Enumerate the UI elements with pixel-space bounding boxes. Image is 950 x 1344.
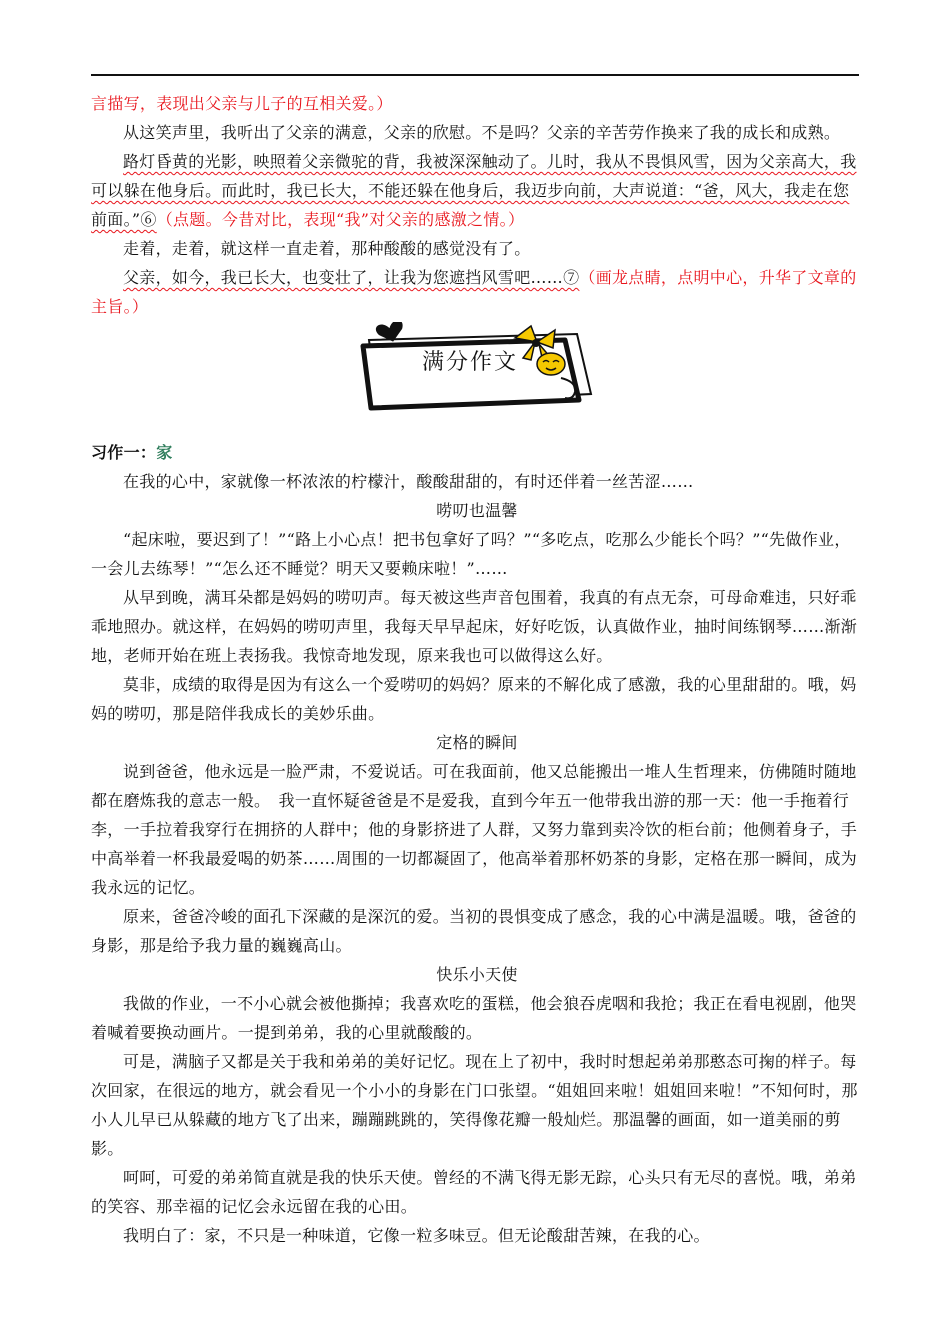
section-banner: [355, 322, 605, 412]
paragraph: 莫非，成绩的取得是因为有这么一个爱唠叨的妈妈？原来的不解化成了感激，我的心里甜甜的。哦，妈妈的唠叨，那是陪伴我成长的美妙乐曲。: [91, 675, 857, 723]
paragraph-text: 父亲，如今，我已长大，也变壮了，让我为您遮挡风雪吧……⑦: [123, 268, 580, 287]
paragraph: 走着，走着，就这样一直走着，那种酸酸的感觉没有了。: [123, 239, 531, 258]
section-heading: 快乐小天使: [436, 965, 518, 984]
paragraph: 说到爸爸，他永远是一脸严肃，不爱说话。可在我面前，他又总能搬出一堆人生哲理来，仿佛随时随地都在磨炼我的意志一般。 我一直怀疑爸爸是不是爱我，直到今年五一他带我出游的那一天：他一手拖着行李，一手拉着我穿行在拥挤的人群中；他的身影挤进了人群，又努力靠到卖冷饮的柜台前；他侧着身子，手中高举着一杯我最爱喝的奶茶……周围的一切都凝固了，他高举着那杯奶茶的身影，定格在那一瞬间，成为我永远的记忆。: [91, 762, 858, 897]
banner-title: 满分作文: [421, 350, 518, 375]
paragraph: 原来，爸爸冷峻的面孔下深藏的是深沉的爱。当初的畏惧变成了感念，我的心中满是温暖。哦，爸爸的身影，那是给予我力量的巍巍高山。: [91, 907, 857, 955]
paragraph: 可是，满脑子又都是关于我和弟弟的美好记忆。现在上了初中，我时时想起弟弟那憨态可掬的样子。每次回家，在很远的地方，就会看见一个小小的身影在门口张望。“姐姐回来啦！姐姐回来啦！”不知何时，那小人儿早已从躲藏的地方飞了出来，蹦蹦跳跳的，笑得像花瓣一般灿烂。那温馨的画面，如一道美丽的剪影。: [91, 1052, 858, 1158]
essay-heading: [91, 438, 863, 467]
paragraph: [91, 147, 863, 234]
paragraph: 从这笑声里，我听出了父亲的满意，父亲的欣慰。不是吗？父亲的辛苦劳作换来了我的成长和成熟。: [123, 123, 841, 142]
paragraph: 呵呵，可爱的弟弟简直就是我的快乐天使。曾经的不满飞得无影无踪，心头只有无尽的喜悦。哦，弟弟的笑容、那幸福的记忆会永远留在我的心田。: [91, 1168, 857, 1216]
essay-label: 习作一：: [91, 443, 157, 462]
essay-title: 家: [156, 443, 173, 462]
section-heading: 唠叨也温馨: [436, 501, 518, 520]
paragraph: 从早到晚，满耳朵都是妈妈的唠叨声。每天被这些声音包围着，我真的有点无奈，可母命难违，只好乖乖地照办。就这样，在妈妈的唠叨声里，我每天早早起床，好好吃饭，认真做作业，抽时间练钢琴……渐渐地，老师开始在班上表扬我。我惊奇地发现，原来我也可以做得这么好。: [91, 588, 858, 665]
annotation-line: 言描写，表现出父亲与儿子的互相关爱。）: [91, 94, 393, 113]
annotation: （画龙点睛，点明中心，升华了文章的主旨。）: [91, 268, 857, 316]
essay-intro: 在我的心中，家就像一杯浓浓的柠檬汁，酸酸甜甜的，有时还伴着一丝苦涩……: [123, 472, 694, 491]
header-rule: [91, 74, 859, 76]
paragraph: [91, 263, 863, 321]
paragraph: “起床啦，要迟到了！”“路上小心点！把书包拿好了吗？”“多吃点，吃那么少能长个吗？”“先做作业，一会儿去练琴！”“怎么还不睡觉？明天又要赖床啦！”……: [91, 530, 851, 578]
section-heading: 定格的瞬间: [436, 733, 518, 752]
essay: [91, 438, 863, 1250]
essay-conclusion: 我明白了：家，不只是一种味道，它像一粒多味豆。但无论酸甜苦辣，在我的心。: [123, 1226, 710, 1245]
annotation: （点题。今昔对比，表现“我”对父亲的感激之情。）: [156, 210, 525, 229]
paragraph-text: 路灯昏黄的光影，映照着父亲微驼的背，我被深深触动了。儿时，我从不畏惧风雪，因为父亲高大，我可以躲在他身后。而此时，我已长大，不能还躲在他身后，我迈步向前，大声说道：“爸，风大，我走在您前面。”⑥: [91, 152, 857, 229]
paragraph: 我做的作业，一不小心就会被他撕掉；我喜欢吃的蛋糕，他会狼吞虎咽和我抢；我正在看电视剧，他哭着喊着要换动画片。一提到弟弟，我的心里就酸酸的。: [91, 994, 857, 1042]
previous-essay-ending: [91, 89, 863, 321]
